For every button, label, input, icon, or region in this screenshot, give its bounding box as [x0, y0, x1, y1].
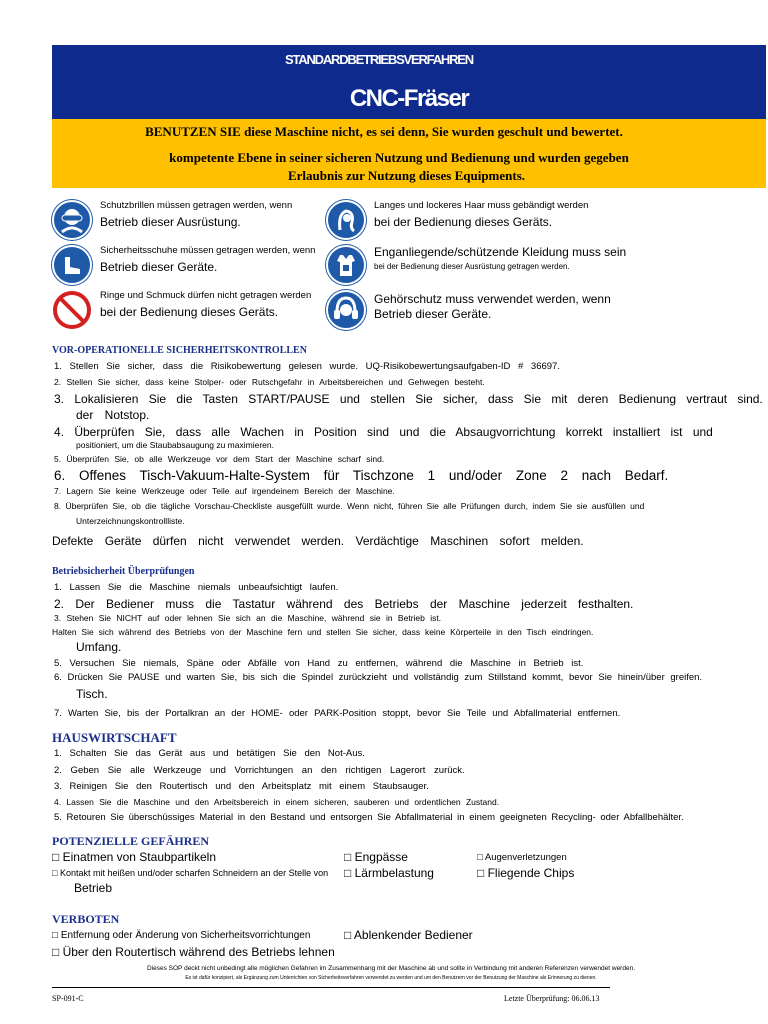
safety-shoes-icon — [52, 245, 92, 285]
list-item: 3. Reinigen Sie den Routertisch und den Arbeitsplatz mit einem Staubsauger. — [54, 781, 429, 792]
ppe-item — [52, 290, 342, 334]
prohibition-label: Über den Routertisch während des Betriebs lehnen — [62, 945, 335, 959]
operational-checks — [52, 566, 766, 708]
section-heading: POTENZIELLE GEFÄHREN — [52, 834, 210, 848]
ppe-item — [326, 200, 616, 244]
prohibition-label: Entfernung oder Änderung von Sicherheitsvorrichtungen — [60, 930, 311, 941]
ppe-item — [326, 290, 616, 334]
prohibition-item — [52, 930, 310, 941]
list-item: 2. Geben Sie alle Werkzeuge und Vorrichtungen an den richtigen Lagerort zurück. — [54, 765, 465, 776]
checkbox-icon: □ — [344, 850, 355, 864]
page-title: CNC-Fräser — [349, 85, 469, 112]
ppe-text: bei der Bedienung dieses Geräts. — [374, 215, 553, 229]
hazard-item-cont: Betrieb — [74, 881, 113, 895]
warning-line: kompetente Ebene in seiner sicheren Nutzung und Bedienung und wurden gegeben — [169, 150, 629, 165]
ppe-text: Betrieb dieser Ausrüstung. — [100, 215, 241, 229]
list-item: 4. Überprüfen Sie, dass alle Wachen in Position sind und die Absaugvorrichtung korrekt installiert ist und — [54, 425, 713, 439]
footer-divider — [52, 987, 610, 988]
ppe-text: Betrieb dieser Geräte. — [100, 260, 218, 274]
prohibition-item — [344, 928, 473, 942]
list-item: Tisch. — [76, 687, 108, 701]
checkbox-icon: □ — [344, 928, 354, 942]
checkbox-icon: □ — [52, 850, 63, 864]
list-item: 1. Lassen Sie die Maschine niemals unbeaufsichtigt laufen. — [54, 582, 339, 593]
hazard-label: Einatmen von Staubpartikeln — [62, 850, 217, 864]
list-item: Umfang. — [76, 640, 122, 654]
ppe-text: Gehörschutz muss verwendet werden, wenn — [374, 292, 611, 306]
prohibitions — [52, 900, 766, 959]
list-item: positioniert, um die Staubabsaugung zu maximieren. — [76, 440, 274, 450]
op-check-last-row — [52, 708, 766, 730]
warning-line: Erlaubnis zur Nutzung dieses Equipments. — [287, 168, 526, 183]
list-item: 6. Offenes Tisch-Vakuum-Halte-System für Tischzone 1 und/oder Zone 2 nach Bedarf. — [54, 468, 669, 483]
checkbox-icon: □ — [52, 930, 61, 941]
hazard-item — [52, 850, 216, 864]
hazard-item — [52, 868, 328, 878]
disclaimer: Dieses SOP deckt nicht unbedingt alle möglichen Gefahren im Zusammenhang mit der Maschine ab und sollte in Verbindung mit anderen Referenzen verwendet werden. — [146, 965, 636, 972]
ppe-text: Betrieb dieser Geräte. — [374, 307, 492, 321]
hazard-label: Engpässe — [354, 850, 408, 864]
ppe-item — [52, 245, 342, 289]
ppe-text-small: bei der Bedienung dieser Ausrüstung getragen werden. — [374, 262, 570, 271]
list-item: 5. Versuchen Sie niemals, Späne oder Abfälle von Hand zu entfernen, während die Maschine in Betrieb ist. — [54, 658, 584, 669]
prohibition-label: Ablenkender Bediener — [353, 928, 473, 942]
hazard-label: Lärmbelastung — [354, 866, 434, 880]
list-item: 2. Der Bediener muss die Tastatur während des Betriebs der Maschine jederzeit festhalten. — [54, 597, 634, 611]
hazard-item — [477, 866, 574, 880]
pre-operational-checks — [52, 336, 766, 526]
hazard-label: Fliegende Chips — [487, 866, 575, 880]
disclaimer: Es ist dafür konzipiert, als Ergänzung zum Unterrichten von Sicherheitsverfahren verwendet zu werden und um den Benutzern vor der Benutzung der Maschine als Erinnerung zu dienen. — [185, 975, 597, 981]
ppe-text-small: Langes und lockeres Haar muss gebändigt werden — [374, 200, 589, 211]
training-warning — [52, 119, 766, 188]
checkbox-icon: □ — [344, 866, 355, 880]
list-item: der Notstop. — [76, 408, 150, 422]
safety-glasses-icon — [52, 200, 92, 240]
list-item: 5. Überprüfen Sie, ob alle Werkzeuge vor dem Start der Maschine scharf sind. — [54, 454, 385, 464]
section-heading: HAUSWIRTSCHAFT — [52, 730, 177, 745]
hazard-label: Augenverletzungen — [484, 852, 567, 863]
section-heading: Betriebsicherheit Überprüfungen — [52, 566, 195, 577]
list-item: 5. Retouren Sie überschüssiges Material in den Bestand und entsorgen Sie Abfallmaterial in einem geeigneten Recycling- oder Abfallbehälter. — [54, 812, 684, 823]
list-item: 1. Schalten Sie das Gerät aus und betätigen Sie den Not-Aus. — [54, 748, 365, 759]
list-item: 1. Stellen Sie sicher, dass die Risikobewertung gelesen wurde. UQ-Risikobewertungsaufgaben-ID # 36697. — [54, 361, 560, 372]
ppe-text-small: Ringe und Schmuck dürfen nicht getragen werden — [100, 290, 312, 301]
section-heading: VERBOTEN — [52, 912, 120, 926]
ppe-section — [52, 188, 766, 336]
sop-label: STANDARDBETRIEBSVERFAHREN — [285, 52, 473, 67]
list-item: Halten Sie sich während des Betriebs von der Maschine fern und stellen Sie sicher, dass keine Körperteile in den Tisch eindringen. — [52, 627, 594, 637]
ppe-text: Enganliegende/schützende Kleidung muss sein — [374, 245, 627, 259]
no-jewellery-icon — [52, 290, 92, 330]
list-item: 7. Warten Sie, bis der Portalkran an der HOME- oder PARK-Position stoppt, bevor Sie Teile und Abfallmaterial entfernen. — [54, 708, 621, 719]
hazard-label: Kontakt mit heißen und/oder scharfen Schneidern an der Stelle von — [59, 868, 329, 878]
warning-line: BENUTZEN SIE diese Maschine nicht, es sei denn, Sie wurden geschult und bewertet. — [145, 124, 623, 139]
ppe-item — [326, 245, 627, 289]
hazard-item — [344, 866, 434, 880]
long-hair-icon — [326, 200, 366, 240]
housekeeping — [52, 730, 766, 830]
hazard-item — [344, 850, 408, 864]
ppe-text: bei der Bedienung dieses Geräts. — [100, 305, 279, 319]
checkbox-icon: □ — [52, 945, 63, 959]
checkbox-icon: □ — [477, 852, 485, 863]
header-banner — [52, 45, 766, 119]
document-code: SP-091-C — [52, 994, 84, 1003]
list-item: Unterzeichnungskontrollliste. — [76, 516, 185, 526]
defect-notice: Defekte Geräte dürfen nicht verwendet werden. Verdächtige Maschinen sofort melden. — [52, 534, 584, 548]
list-item: 3. Lokalisieren Sie die Tasten START/PAUSE und stellen Sie sicher, dass Sie mit deren Bedienung vertraut sind. — [54, 392, 763, 406]
footer — [52, 952, 766, 1012]
list-item: 8. Überprüfen Sie, ob die tägliche Vorschau-Checkliste ausgefüllt wurde. Wenn nicht, führen Sie alle Prüfungen durch, indem Sie sie ausfüllen und — [54, 501, 645, 511]
checkbox-icon: □ — [52, 868, 60, 878]
list-item: 3. Stehen Sie NICHT auf oder lehnen Sie sich an die Maschine, während sie in Betrieb ist. — [54, 613, 442, 623]
defect-notice-row — [52, 526, 766, 566]
list-item: 7. Lagern Sie keine Werkzeuge oder Teile auf irgendeinem Bereich der Maschine. — [54, 486, 395, 496]
hazard-item — [477, 852, 567, 863]
last-review-date: Letzte Überprüfung: 06.06.13 — [504, 994, 600, 1003]
list-item: 2. Stellen Sie sicher, dass keine Stolper- oder Rutschgefahr in Arbeitsbereichen und Gehwegen besteht. — [54, 377, 485, 387]
potential-hazards — [52, 830, 766, 900]
section-heading: VOR-OPERATIONELLE SICHERHEITSKONTROLLEN — [52, 345, 307, 356]
hearing-protection-icon — [326, 290, 366, 330]
ppe-text-small: Schutzbrillen müssen getragen werden, wenn — [100, 200, 293, 211]
ppe-text-small: Sicherheitsschuhe müssen getragen werden, wenn — [100, 245, 316, 256]
checkbox-icon: □ — [477, 866, 488, 880]
protective-clothing-icon — [326, 245, 366, 285]
ppe-item — [52, 200, 342, 244]
list-item: 4. Lassen Sie die Maschine und den Arbeitsbereich in einem sicheren, sauberen und ordentlichen Zustand. — [54, 797, 500, 807]
list-item: 6. Drücken Sie PAUSE und warten Sie, bis sich die Spindel zurückzieht und vollständig zum Stillstand kommt, bevor Sie hinein/über greifen. — [54, 672, 703, 683]
sop-document — [52, 45, 766, 1012]
